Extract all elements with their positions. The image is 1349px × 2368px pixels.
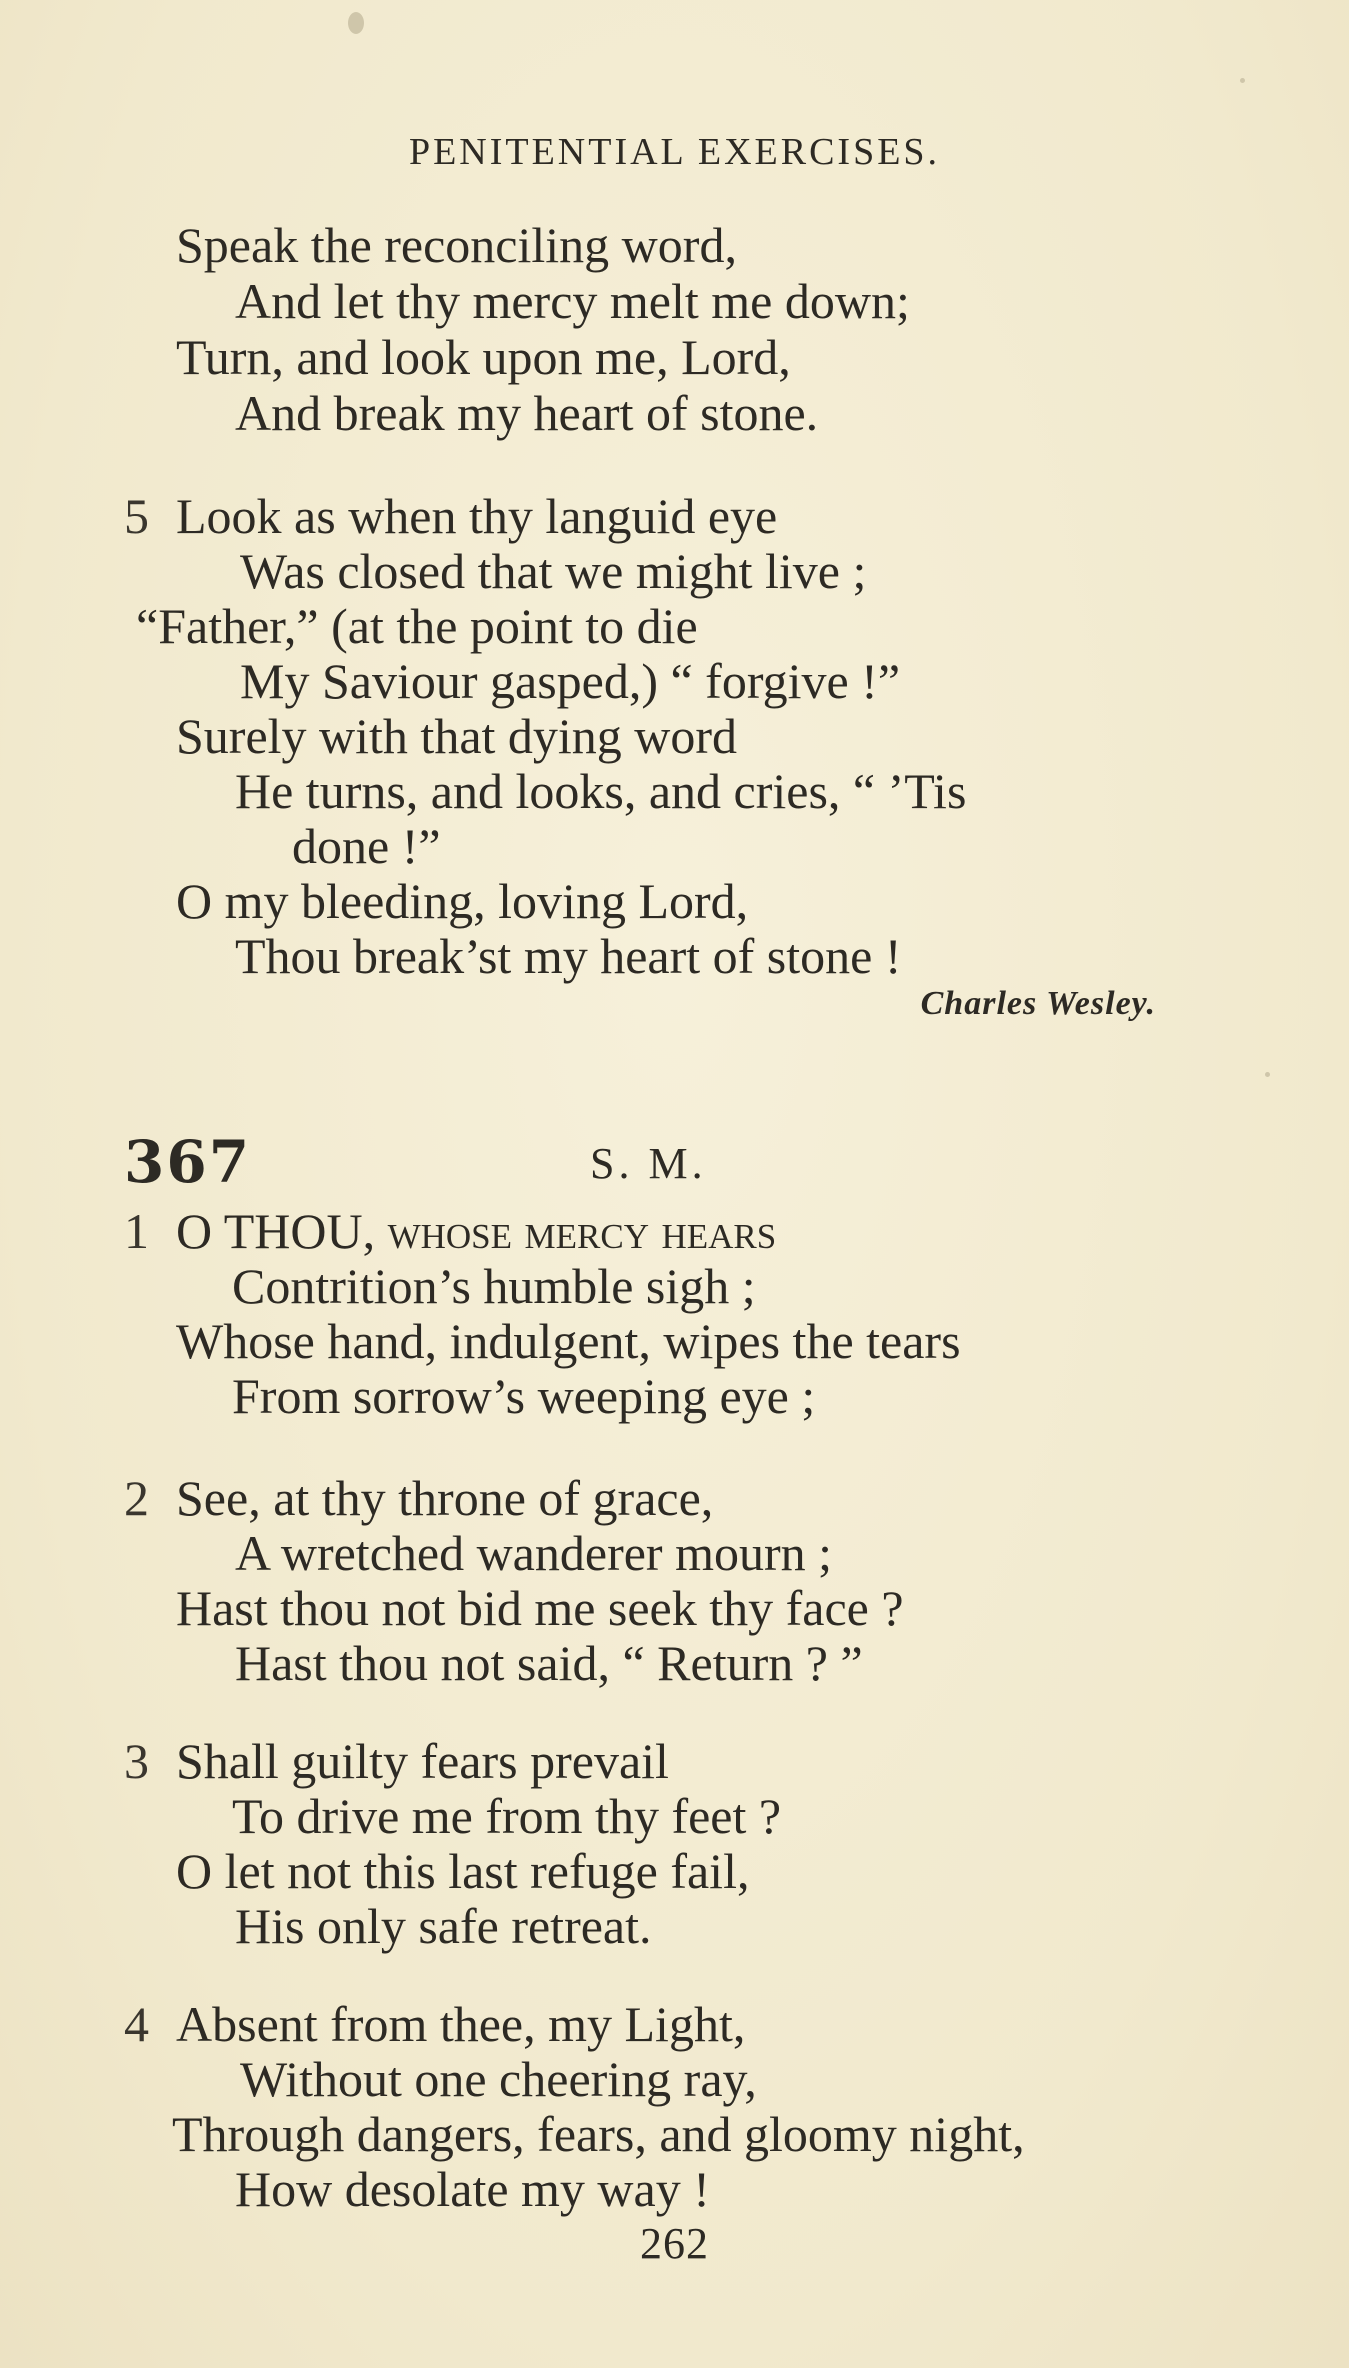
verse-line: Shall guilty fears prevail (176, 1733, 669, 1789)
verse-line: My Saviour gasped,) “ forgive !” (240, 653, 901, 709)
paper-speck (1265, 1072, 1270, 1077)
stanza-number: 2 (124, 1470, 149, 1526)
running-head: PENITENTIAL EXERCISES. (408, 131, 941, 173)
paper-speck (348, 12, 364, 34)
verse-line-text: O THOU, whose mercy hears (176, 1203, 777, 1259)
stanza-number: 3 (124, 1733, 149, 1789)
page-number: 262 (640, 2219, 709, 2268)
verse-line: He turns, and looks, and cries, “ ’Tis (235, 763, 967, 819)
stanza-number: 4 (124, 1996, 149, 2052)
verse-line: Without one cheering ray, (240, 2051, 757, 2107)
hymn-meter: S. M. (590, 1139, 707, 1188)
stanza-number: 5 (124, 488, 149, 544)
verse-line: Was closed that we might live ; (240, 543, 867, 599)
verse-line: done !” (292, 818, 441, 874)
verse-line: Hast thou not said, “ Return ? ” (235, 1635, 863, 1691)
verse-line: “Father,” (at the point to die (136, 598, 698, 654)
paper-speck (1240, 78, 1245, 83)
verse-line (176, 1203, 776, 1259)
verse-line: How desolate my way ! (235, 2161, 710, 2217)
verse-line: Thou break’st my heart of stone ! (235, 928, 902, 984)
verse-line: Surely with that dying word (176, 708, 738, 764)
verse-line: Through dangers, fears, and gloomy night, (172, 2106, 1025, 2162)
hymn-number: 367 (124, 1128, 252, 1196)
verse-line: Hast thou not bid me seek thy face ? (176, 1580, 904, 1636)
verse-line: Absent from thee, my Light, (176, 1996, 746, 2052)
verse-line: O my bleeding, loving Lord, (176, 873, 749, 929)
verse-line: From sorrow’s weeping eye ; (232, 1368, 816, 1424)
verse-line: Look as when thy languid eye (176, 488, 778, 544)
author-attribution: Charles Wesley. (920, 985, 1156, 1022)
stanza-number: 1 (124, 1203, 149, 1259)
verse-line: A wretched wanderer mourn ; (235, 1525, 832, 1581)
verse-line: Whose hand, indulgent, wipes the tears (176, 1313, 961, 1369)
verse-line: See, at thy throne of grace, (176, 1470, 714, 1526)
verse-line: And break my heart of stone. (235, 385, 819, 441)
verse-line: Contrition’s humble sigh ; (232, 1258, 756, 1314)
verse-line: Turn, and look upon me, Lord, (176, 329, 791, 385)
verse-line: His only safe retreat. (235, 1898, 652, 1954)
verse-line: O let not this last refuge fail, (176, 1843, 750, 1899)
verse-line: And let thy mercy melt me down; (235, 273, 910, 329)
verse-line: To drive me from thy feet ? (232, 1788, 782, 1844)
verse-line: Speak the reconciling word, (176, 217, 737, 273)
